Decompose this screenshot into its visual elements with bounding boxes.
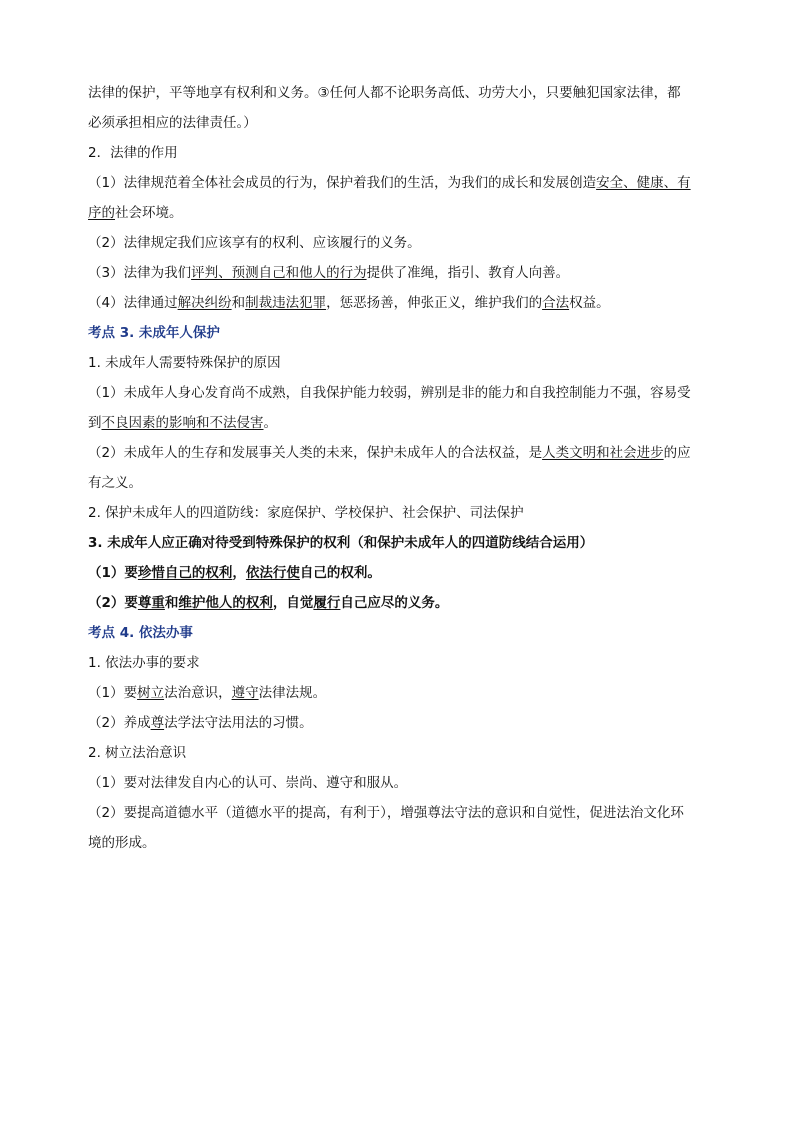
underlined-term: 解决纠纷 xyxy=(177,295,232,311)
text-span: 。 xyxy=(263,415,277,431)
paragraph-line: 有之义。 xyxy=(88,475,142,491)
paragraph-line: 2. 保护未成年人的四道防线：家庭保护、学校保护、社会保护、司法保护 xyxy=(88,505,524,521)
section-title: 1. 未成年人需要特殊保护的原因 xyxy=(88,355,281,371)
text-span: （3）法律为我们 xyxy=(88,265,192,281)
underlined-term: 序的 xyxy=(88,205,115,221)
paragraph-line xyxy=(88,288,718,318)
underlined-term: 尊重 xyxy=(137,595,165,611)
text-span: 权益。 xyxy=(569,295,610,311)
text-span: 和 xyxy=(164,595,179,611)
underlined-term: 制裁违法犯罪 xyxy=(245,295,327,311)
section-title: 2. 树立法治意识 xyxy=(88,745,187,761)
text-span: 法治意识， xyxy=(164,685,232,701)
text-span: 自己的权利。 xyxy=(299,565,381,581)
underlined-term: 遵守 xyxy=(231,685,259,701)
section-title: 1. 依法办事的要求 xyxy=(88,655,200,671)
paragraph-line xyxy=(88,558,718,588)
topic-heading: 考点 3. 未成年人保护 xyxy=(88,325,220,341)
text-span: 到 xyxy=(88,415,102,431)
paragraph-line xyxy=(88,438,718,468)
text-span: （2）未成年人的生存和发展事关人类的未来，保护未成年人的合法权益，是 xyxy=(88,445,543,461)
underlined-term: 人类文明和社会进步 xyxy=(542,445,664,461)
underlined-term: 树立 xyxy=(137,685,165,701)
underlined-term: 评判、预测自己和他人的行为 xyxy=(191,265,367,281)
text-span: 的应 xyxy=(663,445,691,461)
text-span: 自己应尽的义务。 xyxy=(340,595,449,611)
text-span: 法律法规。 xyxy=(258,685,327,701)
paragraph-line: 境的形成。 xyxy=(88,835,156,851)
paragraph-line: （2）法律规定我们应该享有的权利、应该履行的义务。 xyxy=(88,235,421,251)
topic-heading: 考点 4. 依法办事 xyxy=(88,625,193,641)
text-span: （1）法律规范着全体社会成员的行为，保护着我们的生活，为我们的成长和发展创造 xyxy=(88,175,597,191)
paragraph-line xyxy=(88,258,718,288)
text-span: （2）养成 xyxy=(88,715,151,731)
underlined-term: 维护他人的权利 xyxy=(178,595,273,611)
paragraph-line xyxy=(88,408,718,438)
text-span: ，惩恶扬善，伸张正义，维护我们的 xyxy=(326,295,543,311)
text-span: 社会环境。 xyxy=(115,205,183,221)
paragraph-line: （1）未成年人身心发育尚不成熟，自我保护能力较弱，辨别是非的能力和自我控制能力不强，容易受 xyxy=(88,385,691,401)
text-span: 和 xyxy=(231,295,246,311)
underlined-term: 依法行使 xyxy=(245,565,300,581)
section-title: 2．法律的作用 xyxy=(88,145,178,161)
paragraph-line: （2）要提高道德水平（道德水平的提高，有利于），增强尊法守法的意识和自觉性，促进法治文化环 xyxy=(88,805,684,821)
underlined-term: 珍惜自己的权利 xyxy=(137,565,233,581)
paragraph-line xyxy=(88,198,718,228)
paragraph-line xyxy=(88,168,718,198)
paragraph-line xyxy=(88,708,718,738)
paragraph-line xyxy=(88,588,718,618)
paragraph-line: 法律的保护，平等地享有权利和义务。③任何人都不论职务高低、功劳大小，只要触犯国家法律，都 xyxy=(88,85,681,101)
underlined-term: 合法 xyxy=(542,295,570,311)
document-page xyxy=(88,78,718,858)
text-span: （4）法律通过 xyxy=(88,295,178,311)
text-span: （2）要 xyxy=(88,595,138,611)
paragraph-line: 必须承担相应的法律责任。） xyxy=(88,115,257,131)
underlined-term: 不良因素的影响和不法侵害 xyxy=(101,415,264,431)
underlined-term: 安全、健康、有 xyxy=(596,175,691,191)
text-span: （1）要 xyxy=(88,565,138,581)
text-span: ， xyxy=(232,565,246,581)
text-span: （1）要 xyxy=(88,685,138,701)
underlined-term: 履行 xyxy=(313,595,341,611)
text-span: 法学法守法用法的习惯。 xyxy=(164,715,313,731)
text-span: ，自觉 xyxy=(272,595,314,611)
underlined-term: 尊 xyxy=(150,715,165,731)
text-span: 提供了准绳，指引、教育人向善。 xyxy=(366,265,570,281)
paragraph-line xyxy=(88,678,718,708)
section-title: 3. 未成年人应正确对待受到特殊保护的权利（和保护未成年人的四道防线结合运用） xyxy=(88,535,594,551)
paragraph-line: （1）要对法律发自内心的认可、崇尚、遵守和服从。 xyxy=(88,775,408,791)
